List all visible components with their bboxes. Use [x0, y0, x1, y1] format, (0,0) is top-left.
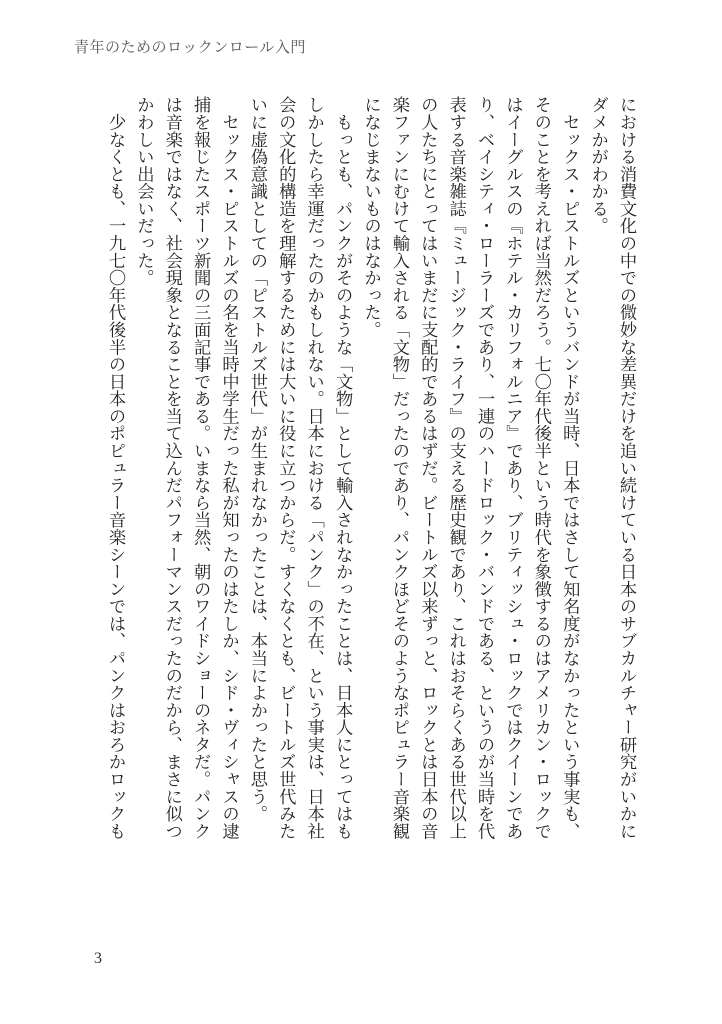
text-line: もっとも、パンクがそのような「文物」として輸入されなかったことは、日本人にとってはも: [332, 96, 353, 840]
text-line: 少なくとも、一九七〇年代後半の日本のポピュラー音楽シーンでは、パンクはおろかロックも: [104, 96, 125, 840]
text-line: り、ベイシティ・ローラーズであり、一連のハードロック・バンドである、というのが当時を代: [474, 96, 495, 840]
text-line: はイーグルスの『ホテル・カリフォルニア』であり、ブリティッシュ・ロックではクイーンであ: [502, 96, 523, 840]
text-line: の人たちにとってはいまだに支配的であるはずだ。ビートルズ以来ずっと、ロックとは日本の音: [417, 96, 438, 840]
vertical-body-text: [101, 96, 640, 840]
text-line: しかしたら幸運だったのかもしれない。日本における「パンク」の不在、という事実は、日本社: [303, 96, 324, 840]
text-line: セックス・ピストルズの名を当時中学生だった私が知ったのはたしか、シド・ヴィシャスの逮: [218, 96, 239, 840]
page-number: 3: [94, 950, 102, 967]
text-line: 楽ファンにむけて輸入される「文物」だったのであり、パンクほどそのようなポピュラー音楽観: [388, 96, 409, 840]
text-line: セックス・ピストルズというバンドが当時、日本ではさして知名度がなかったという事実も、: [559, 96, 580, 840]
text-line: かわしい出会いだった。: [133, 96, 154, 287]
text-line: そのことを考えれば当然だろう。七〇年代後半という時代を象徴するのはアメリカン・ロックで: [530, 96, 551, 840]
text-line: 会の文化的構造を理解するためには大いに役に立つからだ。すくなくとも、ビートルズ世代みた: [275, 96, 296, 840]
text-line: いに虚偽意識としての「ピストルズ世代」が生まれなかったことは、本当によかったと思う。: [246, 96, 267, 823]
text-line: 表する音楽雑誌『ミュージック・ライフ』の支える歴史観であり、これはおそらくある世代以上: [445, 96, 466, 840]
text-line: になじまないものはなかった。: [360, 96, 381, 339]
text-line: 捕を報じたスポーツ新聞の三面記事である。いまなら当然、朝のワイドショーのネタだ。パンク: [190, 96, 211, 840]
running-header-title: 青年のためのロックンロール入門: [74, 38, 306, 56]
text-line: ダメかがわかる。: [587, 96, 608, 235]
text-line: における消費文化の中での微妙な差異だけを追い続けている日本のサブカルチャー研究がいかに: [616, 96, 636, 840]
text-line: は音楽ではなく、社会現象となることを当て込んだパフォーマンスだったのだから、まさに似つ: [161, 96, 182, 840]
